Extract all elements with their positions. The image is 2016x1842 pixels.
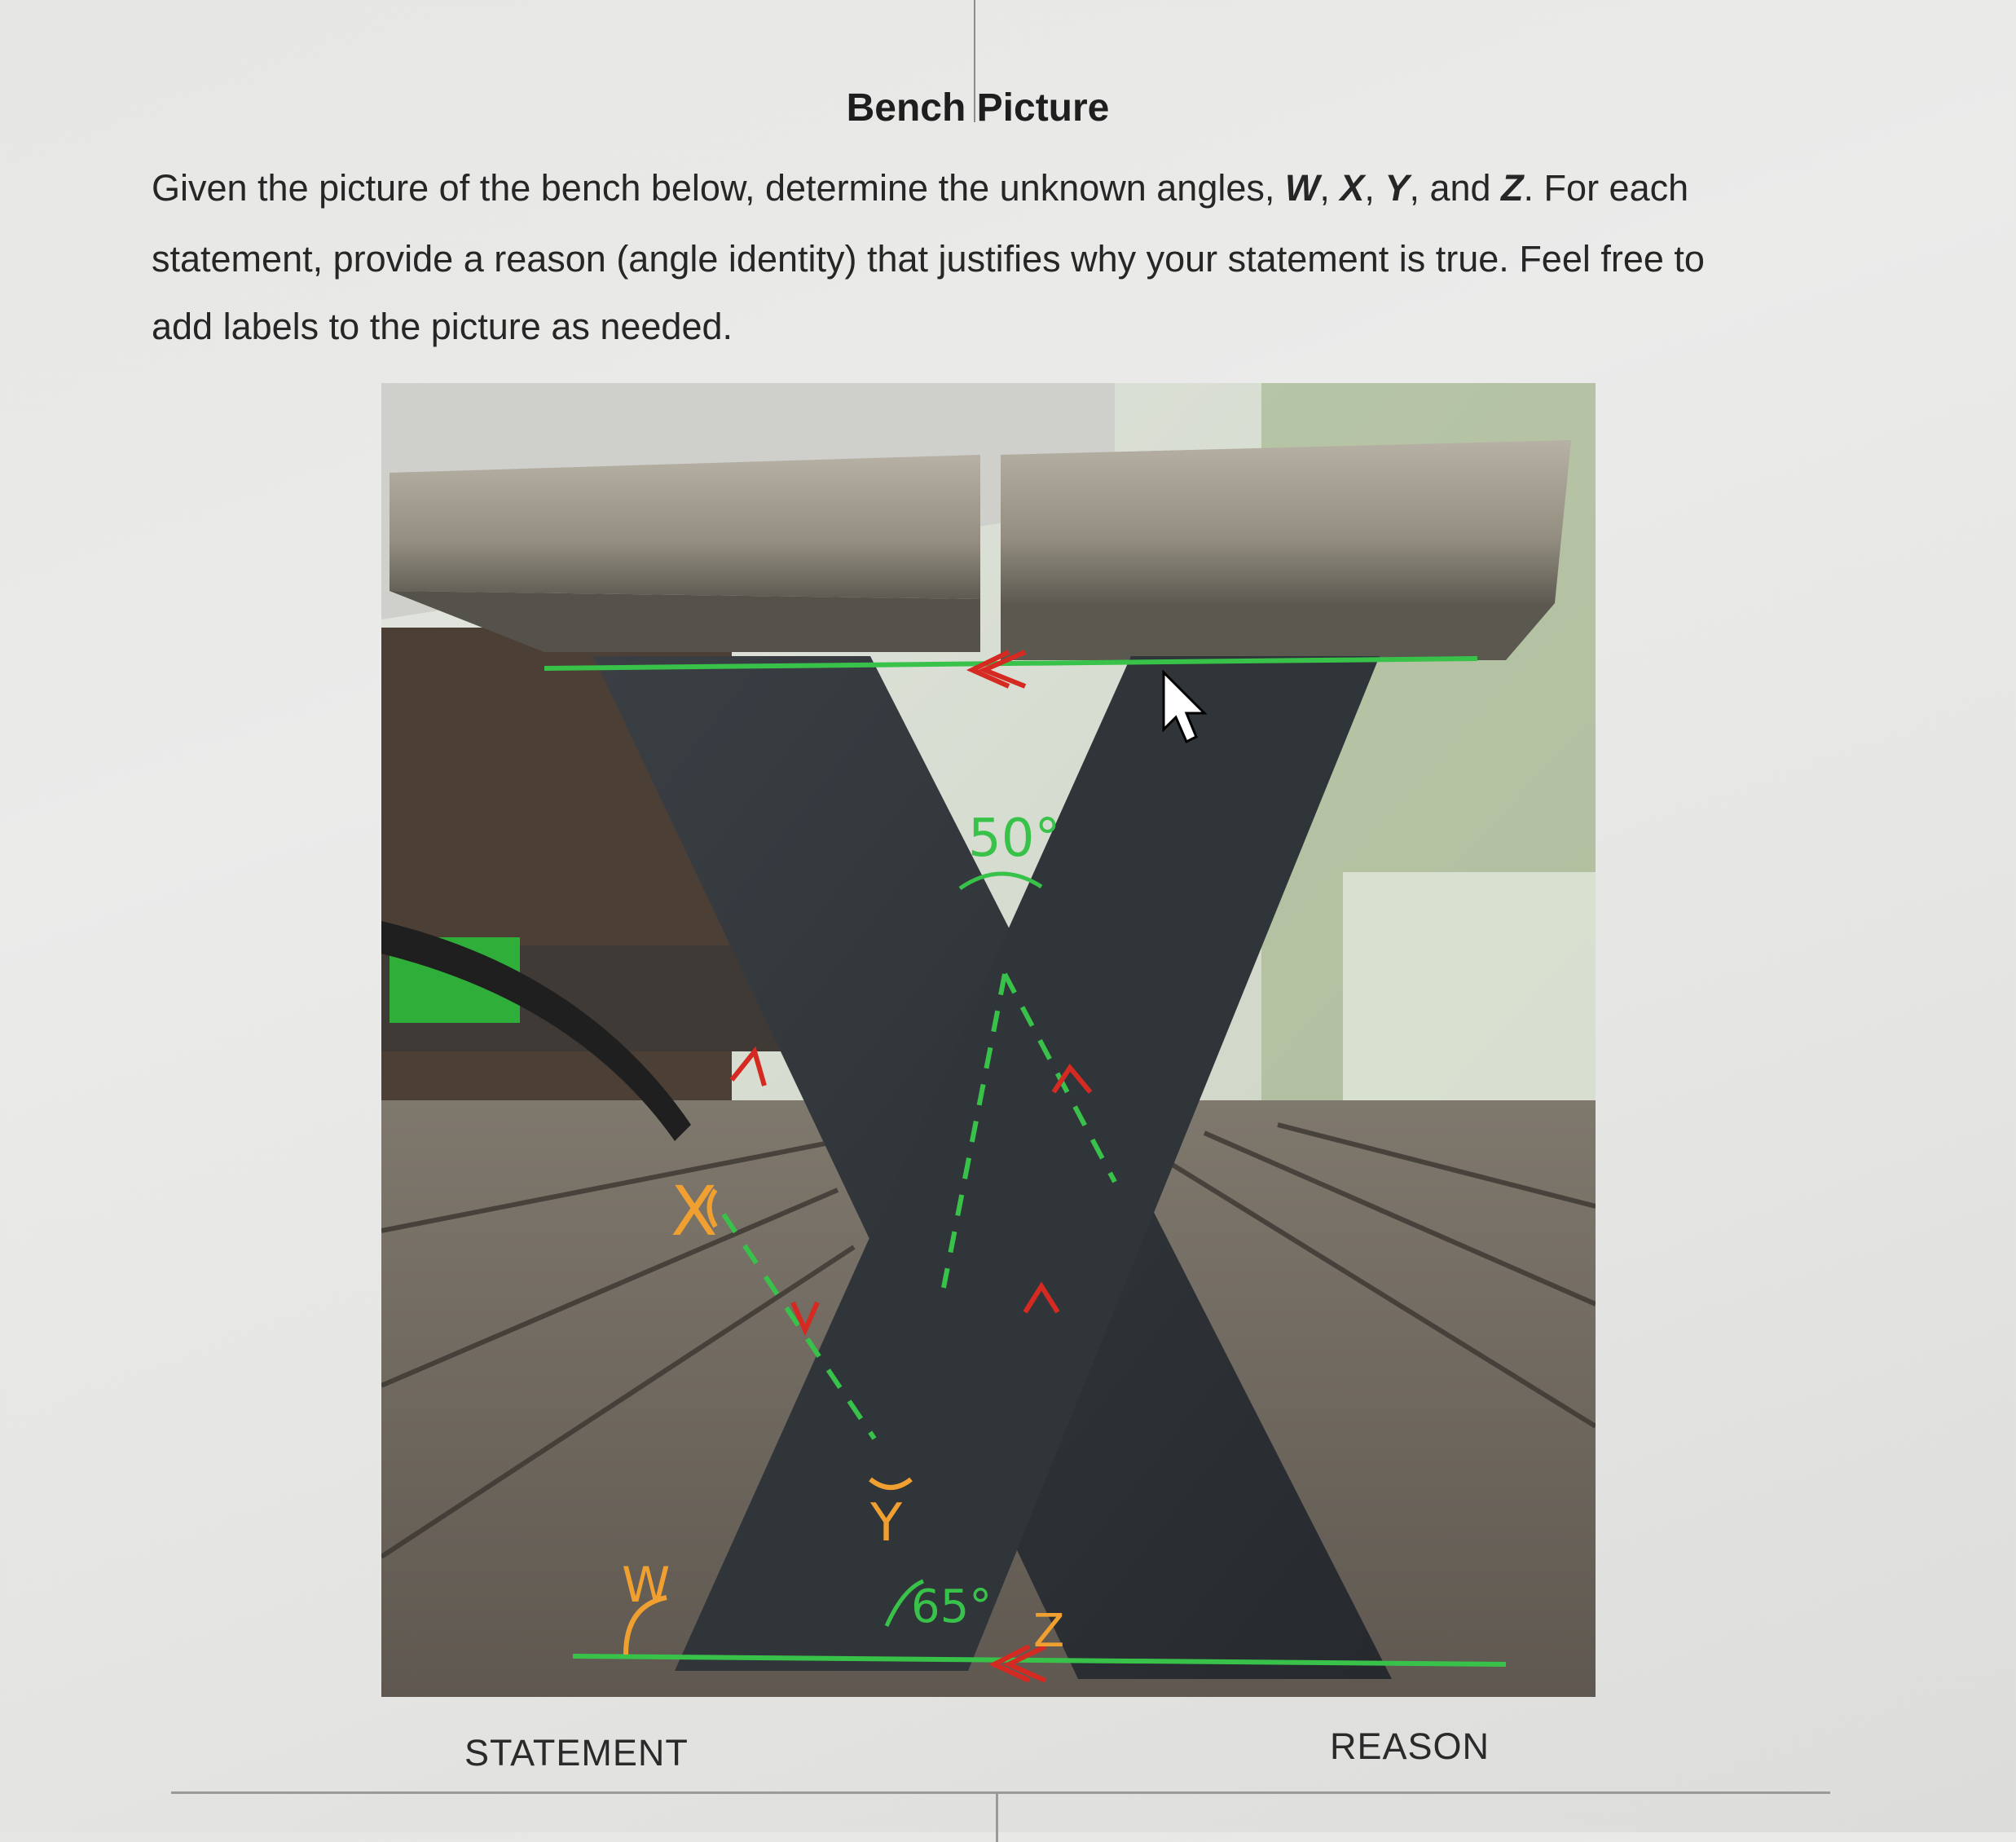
instructions-text: Given the picture of the bench below, determine the unknown angles,	[152, 167, 1285, 209]
page-title: Bench Picture	[846, 86, 1110, 130]
bottom-angle-label: 65°	[911, 1580, 993, 1633]
w-angle-mark: W	[622, 1557, 671, 1614]
angle-z-label: Z	[1501, 167, 1524, 209]
z-angle-mark: Z	[1033, 1605, 1065, 1658]
bench-top-right	[1001, 440, 1571, 603]
bench-photo	[381, 383, 1596, 1697]
separator: ,	[1319, 167, 1340, 209]
separator: ,	[1364, 167, 1385, 209]
angle-x-label: X	[1340, 167, 1365, 209]
statement-column-header: STATEMENT	[464, 1732, 689, 1774]
table-header-rule	[171, 1791, 1830, 1794]
instructions-text: . For each	[1523, 167, 1689, 209]
angle-y-label: Y	[1384, 167, 1410, 209]
bench-top-left	[390, 455, 980, 599]
reason-column-header: REASON	[1330, 1725, 1490, 1767]
y-angle-mark: Y	[870, 1493, 903, 1553]
bright-sky	[1343, 872, 1596, 1117]
separator: , and	[1409, 167, 1502, 209]
angle-w-label: W	[1284, 167, 1320, 209]
instructions-line-3: add labels to the picture as needed.	[152, 306, 733, 347]
table-column-divider	[996, 1793, 998, 1842]
bench-top-shadow	[1001, 603, 1555, 660]
instructions-line-1	[152, 167, 1847, 209]
instructions-line-2: statement, provide a reason (angle identity) that justifies why your statement is true. Feel free to	[152, 238, 1705, 280]
top-angle-label: 50°	[968, 809, 1061, 869]
x-angle-mark: X	[671, 1171, 718, 1251]
